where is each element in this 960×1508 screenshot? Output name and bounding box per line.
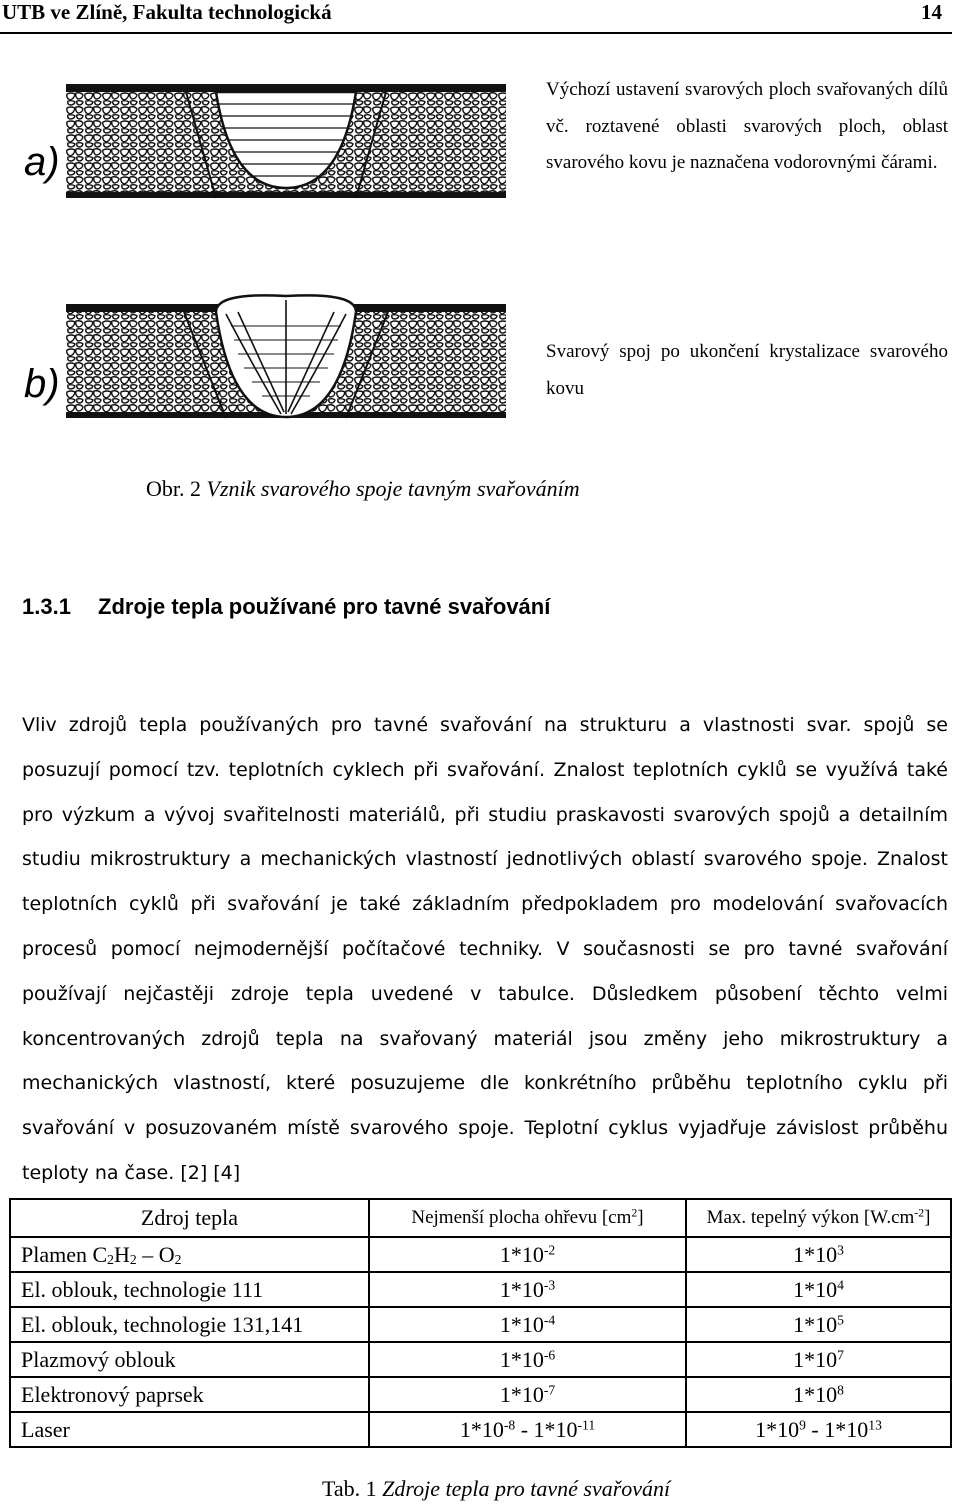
figure-caption-title: Vznik svarového spoje tavným svařováním: [206, 476, 580, 501]
table-cell-power: $1*10^7$: [686, 1342, 951, 1377]
section-heading: [22, 594, 550, 620]
page-header: [0, 0, 952, 34]
table-cell-power: $1*10^8$: [686, 1377, 951, 1412]
table-cell-power: $1*10^4$: [686, 1272, 951, 1307]
table-cell-area: $1*10^{-6}$: [369, 1342, 686, 1377]
figure-label-b: b): [24, 362, 60, 406]
figure-label-a: a): [24, 140, 60, 184]
column-header-source: Zdroj tepla: [10, 1199, 369, 1237]
page-number: 14: [921, 0, 942, 24]
table-cell-area: $1*10^{-4}$: [369, 1307, 686, 1342]
table-cell-source: Laser: [10, 1412, 369, 1447]
table-row: [10, 1377, 951, 1412]
figure-caption-b: Svarový spoj po ukončení krystalizace svarového kovu: [546, 341, 948, 399]
table-cell-source: Plazmový oblouk: [10, 1342, 369, 1377]
table-cell-area: $1*10^{-3}$: [369, 1272, 686, 1307]
table-cell-source: El. oblouk, technologie 131,141: [10, 1307, 369, 1342]
table-cell-area: $1*10^{-8} - 1*10^{-11}$: [369, 1412, 686, 1447]
table-caption-prefix: Tab. 1: [322, 1476, 383, 1501]
table-cell-source: Plamen $C_2H_2 - O_2$: [10, 1237, 369, 1272]
table-row: [10, 1342, 951, 1377]
header-rule: [0, 32, 952, 34]
table-cell-area: $1*10^{-2}$: [369, 1237, 686, 1272]
heat-sources-table: [9, 1198, 952, 1448]
table-header-row: [10, 1199, 951, 1237]
table-cell-source: Elektronový paprsek: [10, 1377, 369, 1412]
table-row: [10, 1307, 951, 1342]
weld-illustration-a: [66, 78, 506, 208]
table-cell-power: $1*10^9 - 1*10^{13}$: [686, 1412, 951, 1447]
table-cell-source: El. oblouk, technologie 111: [10, 1272, 369, 1307]
column-header-power: Max. tepelný výkon $[W.cm^{-2}]$: [686, 1199, 951, 1237]
table-row: [10, 1272, 951, 1307]
header-title: UTB ve Zlíně, Fakulta technologická: [2, 0, 332, 24]
table-row: [10, 1237, 951, 1272]
table-cell-power: $1*10^3$: [686, 1237, 951, 1272]
figure-caption: [146, 476, 580, 502]
body-paragraph: Vliv zdrojů tepla používaných pro tavné svařování na strukturu a vlastnosti svar. spojů se posuzují pomocí tzv. teplotních cyklech při svařování. Znalost teplotních cyklů se využívá také pro výzkum a vývoj svařitelnosti materiálů, při studiu praskavosti svarových spojů a detailním studiu mikrostruktury a mechanických vlastností jednotlivých oblastí svarového spoje. Znalost teplotních cyklů při svařování je také základním předpokladem pro modelování svařovacích procesů pomocí nejmodernější počítačové techniky. V současnosti se pro tavné svařování používají nejčastěji zdroje tepla uvedené v tabulce. Důsledkem působení těchto velmi koncentrovaných zdrojů tepla na svařovaný materiál jsou změny jeho mikrostruktury a mechanických vlastností, které posuzujeme dle konkrétního průběhu teplotního cyklu při svařování v posuzovaném místě svarového spoje. Teplotní cyklus vyjadřuje závislost průběhu teploty na čase. [2] [4]: [22, 714, 948, 1184]
weld-illustration-b: [66, 292, 506, 432]
table-cell-power: $1*10^5$: [686, 1307, 951, 1342]
table-row: [10, 1412, 951, 1447]
column-header-area: Nejmenší plocha ohřevu $[cm^2]$: [369, 1199, 686, 1237]
table-caption-title: Zdroje tepla pro tavné svařování: [382, 1476, 671, 1501]
figure-caption-a: Výchozí ustavení svarových ploch svařovaných dílů vč. roztavené oblasti svarových ploch, oblast svarového kovu je naznačena vodorovnými čárami.: [546, 79, 948, 173]
section-title: Zdroje tepla používané pro tavné svařování: [98, 594, 551, 619]
section-number: 1.3.1: [22, 594, 71, 619]
table-cell-area: $1*10^{-7}$: [369, 1377, 686, 1412]
table-caption: [322, 1476, 670, 1502]
figure-caption-prefix: Obr. 2: [146, 476, 207, 501]
